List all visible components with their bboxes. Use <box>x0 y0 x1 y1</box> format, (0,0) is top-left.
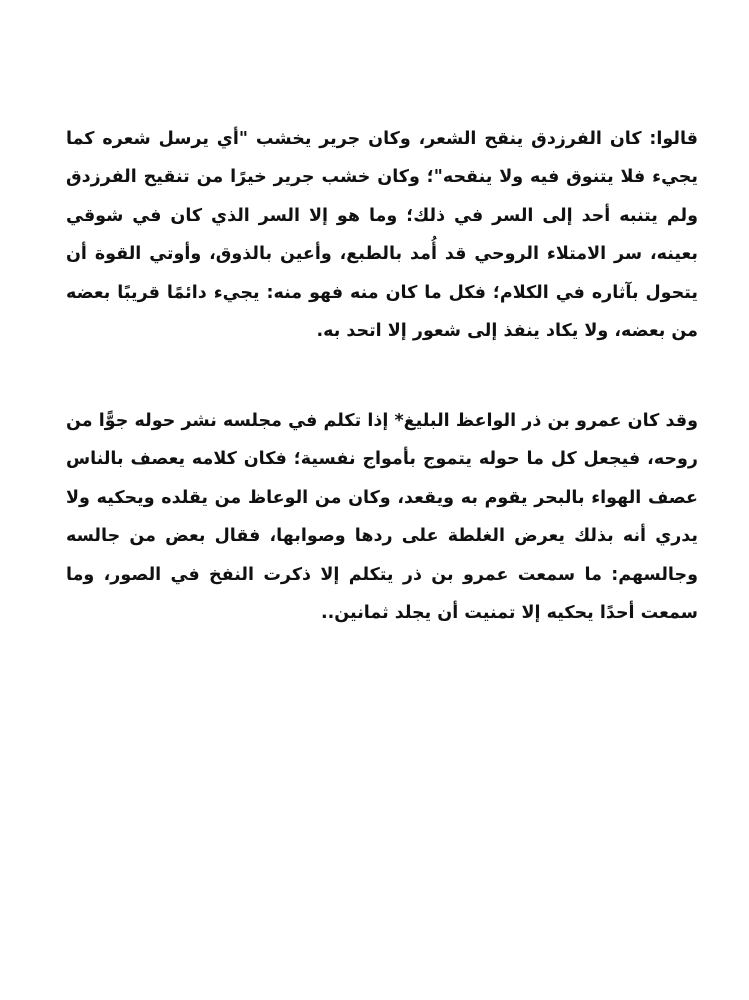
paragraph-1: قالوا: كان الفرزدق ينقح الشعر، وكان جرير يخشب "أي يرسل شعره كما يجيء فلا يتنوق فيه ولا ينقحه"؛ وكان خشب جرير خيرًا من تنقيح الفرزدق ولم يتنبه أحد إلى السر في ذلك؛ وما هو إلا السر الذي كان في شوقي بعينه، سر الامتلاء الروحي قد أُمد بالطبع، وأعين بالذوق، وأوتي القوة أن يتحول بآثاره في الكلام؛ فكل ما كان منه فهو منه: يجيء دائمًا قريبًا بعضه من بعضه، ولا يكاد ينفذ إلى شعور إلا اتحد به. <box>66 129 698 342</box>
paragraph-2: وقد كان عمرو بن ذر الواعظ البليغ* إذا تكلم في مجلسه نشر حوله جوًّا من روحه، فيجعل كل ما حوله يتموج بأمواج نفسية؛ فكان كلامه يعصف بالناس عصف الهواء بالبحر يقوم به ويقعد، وكان من الوعاظ من يقلده ويحكيه ولا يدري أنه بذلك يعرض الغلطة على ردها وصوابها، فقال بعض من جالسه وجالسهم: ما سمعت عمرو بن ذر يتكلم إلا ذكرت النفخ في الصور، وما سمعت أحدًا يحكيه إلا تمنيت أن يجلد ثمانين.. <box>66 411 698 624</box>
